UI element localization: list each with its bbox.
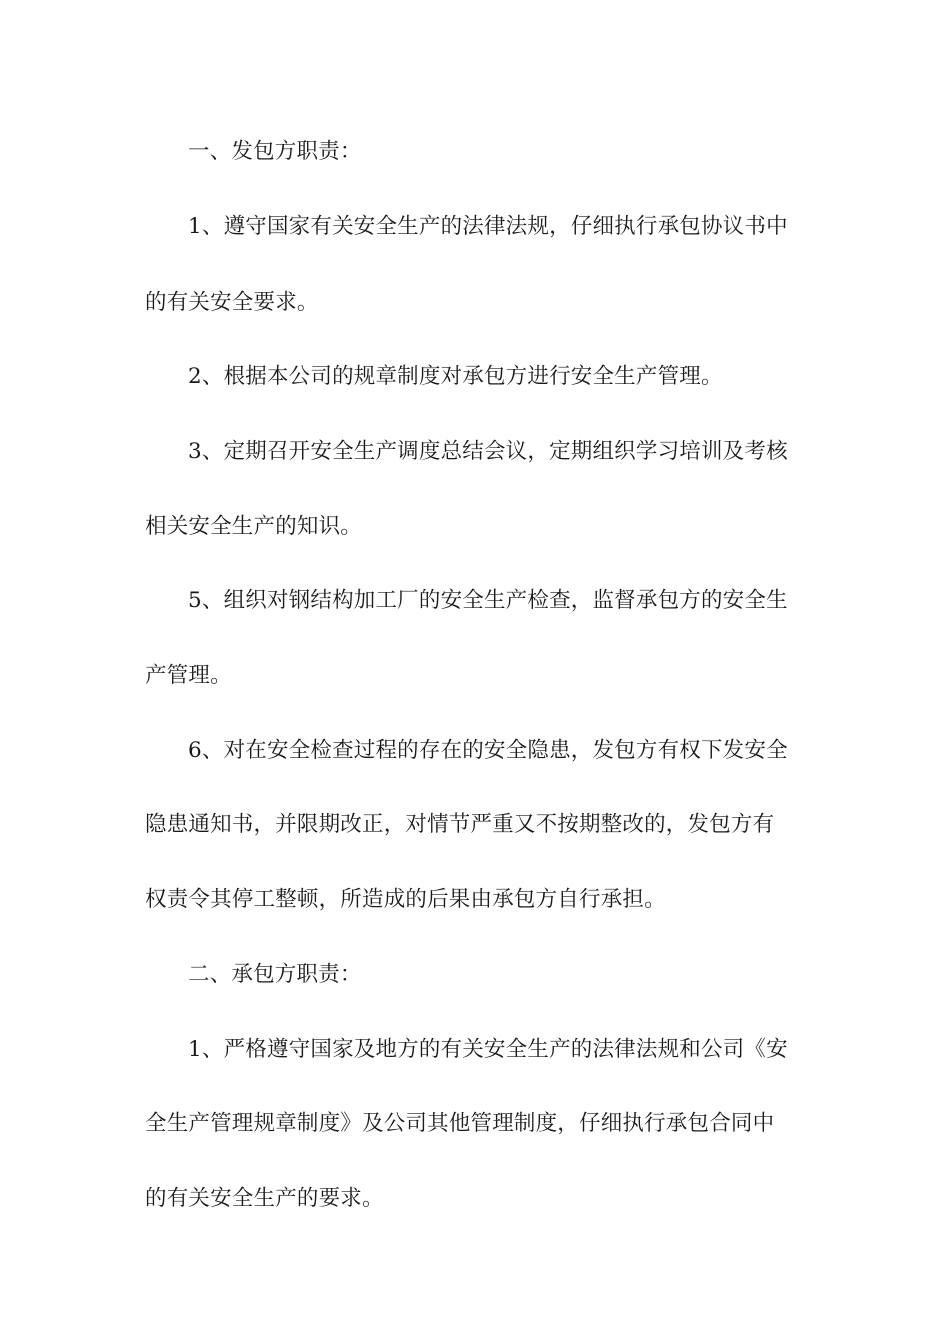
paragraph-line: 3、定期召开安全生产调度总结会议，定期组织学习培训及考核: [188, 439, 788, 464]
paragraph-line: 的有关安全要求。: [145, 290, 319, 315]
paragraph-line: 的有关安全生产的要求。: [145, 1186, 384, 1211]
section-heading-contractor: 二、承包方职责：: [188, 962, 362, 987]
paragraph-line: 1、严格遵守国家及地方的有关安全生产的法律法规和公司《安: [188, 1037, 788, 1062]
paragraph-line: 5、组织对钢结构加工厂的安全生产检查，监督承包方的安全生: [188, 588, 788, 613]
paragraph-line: 全生产管理规章制度》及公司其他管理制度，仔细执行承包合同中: [145, 1111, 775, 1136]
section-heading-employer: 一、发包方职责：: [188, 139, 362, 164]
paragraph-line: 6、对在安全检查过程的存在的安全隐患，发包方有权下发安全: [188, 738, 788, 763]
paragraph-line: 产管理。: [145, 663, 232, 688]
paragraph-line: 相关安全生产的知识。: [145, 514, 363, 539]
paragraph-line: 2、根据本公司的规章制度对承包方进行安全生产管理。: [188, 364, 723, 389]
paragraph-line: 权责令其停工整顿，所造成的后果由承包方自行承担。: [145, 887, 666, 912]
paragraph-line: 隐患通知书，并限期改正，对情节严重又不按期整改的，发包方有: [145, 812, 775, 837]
paragraph-line: 1、遵守国家有关安全生产的法律法规，仔细执行承包协议书中: [188, 214, 788, 239]
